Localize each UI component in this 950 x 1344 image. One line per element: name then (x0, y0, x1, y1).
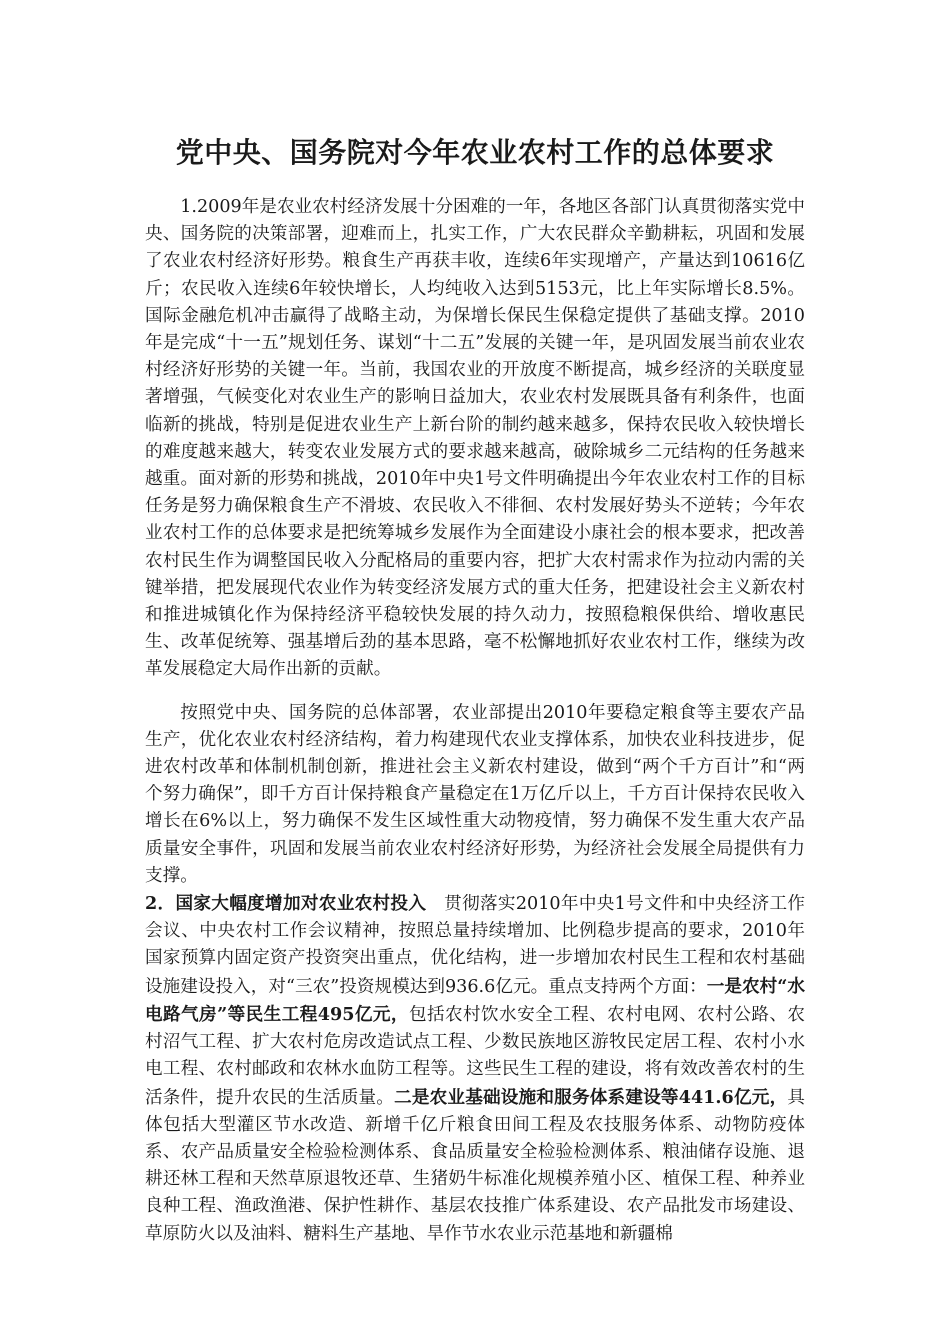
section-heading: 2．国家大幅度增加对农业农村投入 (145, 893, 427, 915)
investment-point-2: 二是农业基础设施和服务体系建设等441.6亿元， (394, 1086, 788, 1108)
paragraph-ministry-plan: 按照党中央、国务院的总体部署，农业部提出2010年要稳定粮食等主要农产品生产，优化农业农村经济结构，着力构建现代农业支撑体系，加快农业科技进步，促进农村改革和体制机制创新，推进社会主义新农村建设，做到“两个千方百计”和“两个努力确保”，即千方百计保持粮食产量稳定在1万亿斤以上，千方百计保持农民收入增长在6%以上，努力确保不发生区域性重大动物疫情，努力确保不发生重大农产品质量安全事件，巩固和发展当前农业农村经济好形势，为经济社会发展全局提供有力支撑。 (145, 702, 805, 886)
section-intro: 贯彻落实2010年中央1号文件和中央经济工作会议、中央农村工作会议精神，按照总量持续增加、比例稳步提高的要求，2010年国家预算内固定资产投资突出重点，优化结构，进一步增加农村民生工程和农村基础设施建设投入，对“三农”投资规模达到936.6亿元。重点支持两个方面： (145, 894, 805, 997)
investment-point-1-detail: 包括农村饮水安全工程、农村电网、农村公路、农村沼气工程、扩大农村危房改造试点工程、少数民族地区游牧民定居工程、农村小水电工程、农村邮政和农林水血防工程等。这些民生工程的建设，将有效改善农村的生活条件，提升农民的生活质量。 (145, 1004, 805, 1108)
paragraph-investment (145, 890, 805, 1248)
investment-point-2-detail: 具体包括大型灌区节水改造、新增千亿斤粮食田间工程及农技服务体系、动物防疫体系、农产品质量安全检验检测体系、食品质量安全检验检测体系、粮油储存设施、退耕还林工程和天然草原退牧还草、生猪奶牛标准化规模养殖小区、植保工程、种养业良种工程、渔政渔港、保护性耕作、基层农技推广体系建设、农产品批发市场建设、草原防火以及油料、糖料生产基地、旱作节水农业示范基地和新疆棉 (145, 1087, 805, 1244)
document-body (145, 194, 805, 1248)
investment-point-1: 一是农村“水电路气房”等民生工程495亿元， (145, 975, 805, 1025)
document-title: 党中央、国务院对今年农业农村工作的总体要求 (175, 136, 775, 169)
paragraph-overview: 1.2009年是农业农村经济发展十分困难的一年，各地区各部门认真贯彻落实党中央、国务院的决策部署，迎难而上，扎实工作，广大农民群众辛勤耕耘，巩固和发展了农业农村经济好形势。粮食生产再获丰收，连续6年实现增产，产量达到10616亿斤；农民收入连续6年较快增长，人均纯收入达到5153元，比上年实际增长8.5%。国际金融危机冲击赢得了战略主动，为保增长保民生保稳定提供了基础支撑。2010年是完成“十一五”规划任务、谋划“十二五”发展的关键一年，是巩固发展当前农业农村经济好形势的关键一年。当前，我国农业的开放度不断提高，城乡经济的关联度显著增强，气候变化对农业生产的影响日益加大，农业农村发展既具备有利条件，也面临新的挑战，特别是促进农业生产上新台阶的制约越来越多，保持农民收入较快增长的难度越来越大，转变农业发展方式的要求越来越高，破除城乡二元结构的任务越来越重。面对新的形势和挑战，2010年中央1号文件明确提出今年农业农村工作的目标任务是努力确保粮食生产不滑坡、农民收入不徘徊、农村发展好势头不逆转；今年农业农村工作的总体要求是把统筹城乡发展作为全面建设小康社会的根本要求，把改善农村民生作为调整国民收入分配格局的重要内容，把扩大农村需求作为拉动内需的关键举措，把发展现代农业作为转变经济发展方式的重大任务，把建设社会主义新农村和推进城镇化作为保持经济平稳较快发展的持久动力，按照稳粮保供给、增收惠民生、改革促统筹、强基增后劲的基本思路，毫不松懈地抓好农业农村工作，继续为改革发展稳定大局作出新的贡献。 (145, 197, 805, 680)
